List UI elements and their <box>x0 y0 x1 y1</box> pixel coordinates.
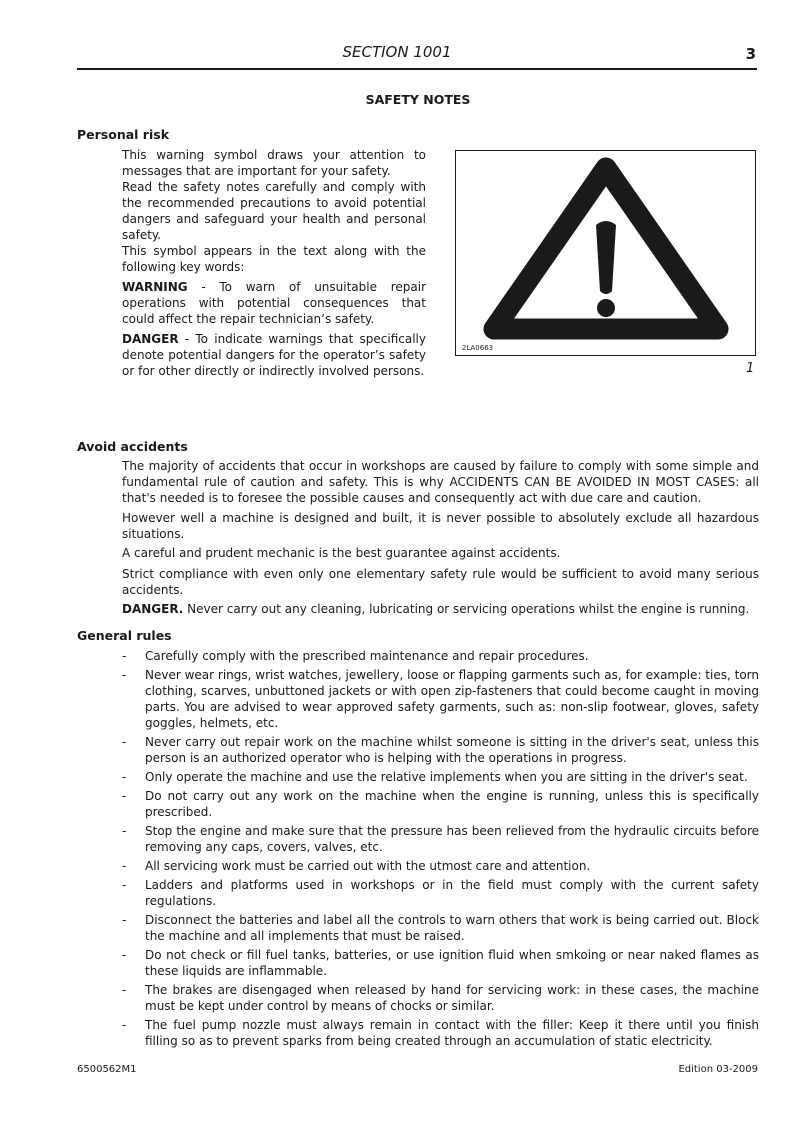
list-item <box>122 667 759 731</box>
list-item <box>122 858 759 874</box>
list-bullet: - <box>122 789 127 803</box>
heading-avoid-accidents: Avoid accidents <box>77 439 188 454</box>
personal-risk-warning <box>122 279 426 327</box>
list-item <box>122 769 759 785</box>
footer-edition: Edition 03-2009 <box>678 1064 758 1075</box>
list-item-text: The fuel pump nozzle must always remain in contact with the filler: Keep it there until you finish filling so as to prevent sparks from being created through an accumulation of static electricity. <box>145 1018 759 1048</box>
list-bullet: - <box>122 983 127 997</box>
page-title: SAFETY NOTES <box>365 92 471 107</box>
list-item-text: Never wear rings, wrist watches, jewellery, loose or flapping garments such as, for example: ties, torn clothing, scarves, unbuttoned jackets or with open zip-fasteners that could become caught in moving parts. You are advised to wear approved safety garments, such as: non-slip footwear, gloves, safety goggles, helmets, etc. <box>145 668 759 730</box>
list-bullet: - <box>122 824 127 838</box>
danger-text: - To indicate warnings that specifically denote potential dangers for the operator’s safety or for other directly or indirectly involved persons. <box>122 332 426 378</box>
list-bullet: - <box>122 770 127 784</box>
header-rule <box>77 68 757 70</box>
list-item <box>122 823 759 855</box>
list-bullet: - <box>122 913 127 927</box>
figure-code: 2LA0663 <box>462 344 494 352</box>
personal-risk-danger <box>122 331 426 379</box>
heading-personal-risk: Personal risk <box>77 127 170 142</box>
avoid-accidents-p1: The majority of accidents that occur in workshops are caused by failure to comply with some simple and fundamental rule of caution and safety. This is why ACCIDENTS CAN BE AVOIDED IN MOST CASES: all that's needed is to foresee the possible causes and consequently act with due care and caution. <box>122 459 759 505</box>
danger-label-2: DANGER. <box>122 602 184 616</box>
list-item-text: Ladders and platforms used in workshops or in the field must comply with the current safety regulations. <box>145 878 759 908</box>
figure-number: 1 <box>746 361 755 376</box>
list-bullet: - <box>122 649 127 663</box>
danger-label: DANGER <box>122 332 179 346</box>
danger-text-2: Never carry out any cleaning, lubricating or servicing operations whilst the engine is running. <box>183 602 750 616</box>
footer-doc-code: 6500562M1 <box>77 1064 137 1075</box>
avoid-accidents-p2: However well a machine is designed and built, it is never possible to absolutely exclude all hazardous situations. <box>122 511 759 541</box>
list-item-text: Do not check or fill fuel tanks, batteries, or use ignition fluid when smkoing or near naked flames as these liquids are inflammable. <box>145 948 759 978</box>
list-item-text: Only operate the machine and use the relative implements when you are sitting in the driver's seat. <box>145 770 748 784</box>
list-item <box>122 648 759 664</box>
list-item <box>122 982 759 1014</box>
list-bullet: - <box>122 948 127 962</box>
avoid-accidents-p3: A careful and prudent mechanic is the best guarantee against accidents. <box>122 546 561 560</box>
list-bullet: - <box>122 1018 127 1032</box>
list-item-text: Do not carry out any work on the machine when the engine is running, unless this is specifically prescribed. <box>145 789 759 819</box>
list-item <box>122 788 759 820</box>
list-item-text: Never carry out repair work on the machine whilst someone is sitting in the driver's seat, unless this person is an authorized operator who is helping with the operations in progress. <box>145 735 759 765</box>
warning-figure <box>455 150 756 356</box>
list-item-text: The brakes are disengaged when released by hand for servicing work: in these cases, the machine must be kept under control by means of chocks or similar. <box>145 983 759 1013</box>
list-item <box>122 947 759 979</box>
list-bullet: - <box>122 878 127 892</box>
page-number: 3 <box>745 45 756 63</box>
list-item <box>122 877 759 909</box>
list-item <box>122 734 759 766</box>
personal-risk-p3: This symbol appears in the text along with the following key words: <box>122 244 426 274</box>
warning-triangle-icon <box>456 151 755 355</box>
list-bullet: - <box>122 735 127 749</box>
section-header: SECTION 1001 <box>342 43 452 61</box>
list-bullet: - <box>122 668 127 682</box>
heading-general-rules: General rules <box>77 628 172 643</box>
list-item-text: Carefully comply with the prescribed maintenance and repair procedures. <box>145 649 589 663</box>
warning-label: WARNING <box>122 280 188 294</box>
list-item <box>122 912 759 944</box>
list-item-text: Disconnect the batteries and label all the controls to warn others that work is being carried out. Block the machine and all implements that must be raised. <box>145 913 759 943</box>
personal-risk-p1: This warning symbol draws your attention to messages that are important for your safety. <box>122 148 426 178</box>
general-rules-list <box>122 648 759 1052</box>
list-bullet: - <box>122 859 127 873</box>
warning-text: - To warn of unsuitable repair operations with potential consequences that could affect the repair technician’s safety. <box>122 280 426 326</box>
avoid-accidents-p4: Strict compliance with even only one elementary safety rule would be sufficient to avoid many serious accidents. <box>122 567 759 597</box>
list-item-text: Stop the engine and make sure that the pressure has been relieved from the hydraulic circuits before removing any caps, covers, valves, etc. <box>145 824 759 854</box>
list-item <box>122 1017 759 1049</box>
personal-risk-p2: Read the safety notes carefully and comply with the recommended precautions to avoid potential dangers and safeguard your health and personal safety. <box>122 180 426 242</box>
list-item-text: All servicing work must be carried out with the utmost care and attention. <box>145 859 591 873</box>
avoid-accidents-danger <box>122 601 759 617</box>
